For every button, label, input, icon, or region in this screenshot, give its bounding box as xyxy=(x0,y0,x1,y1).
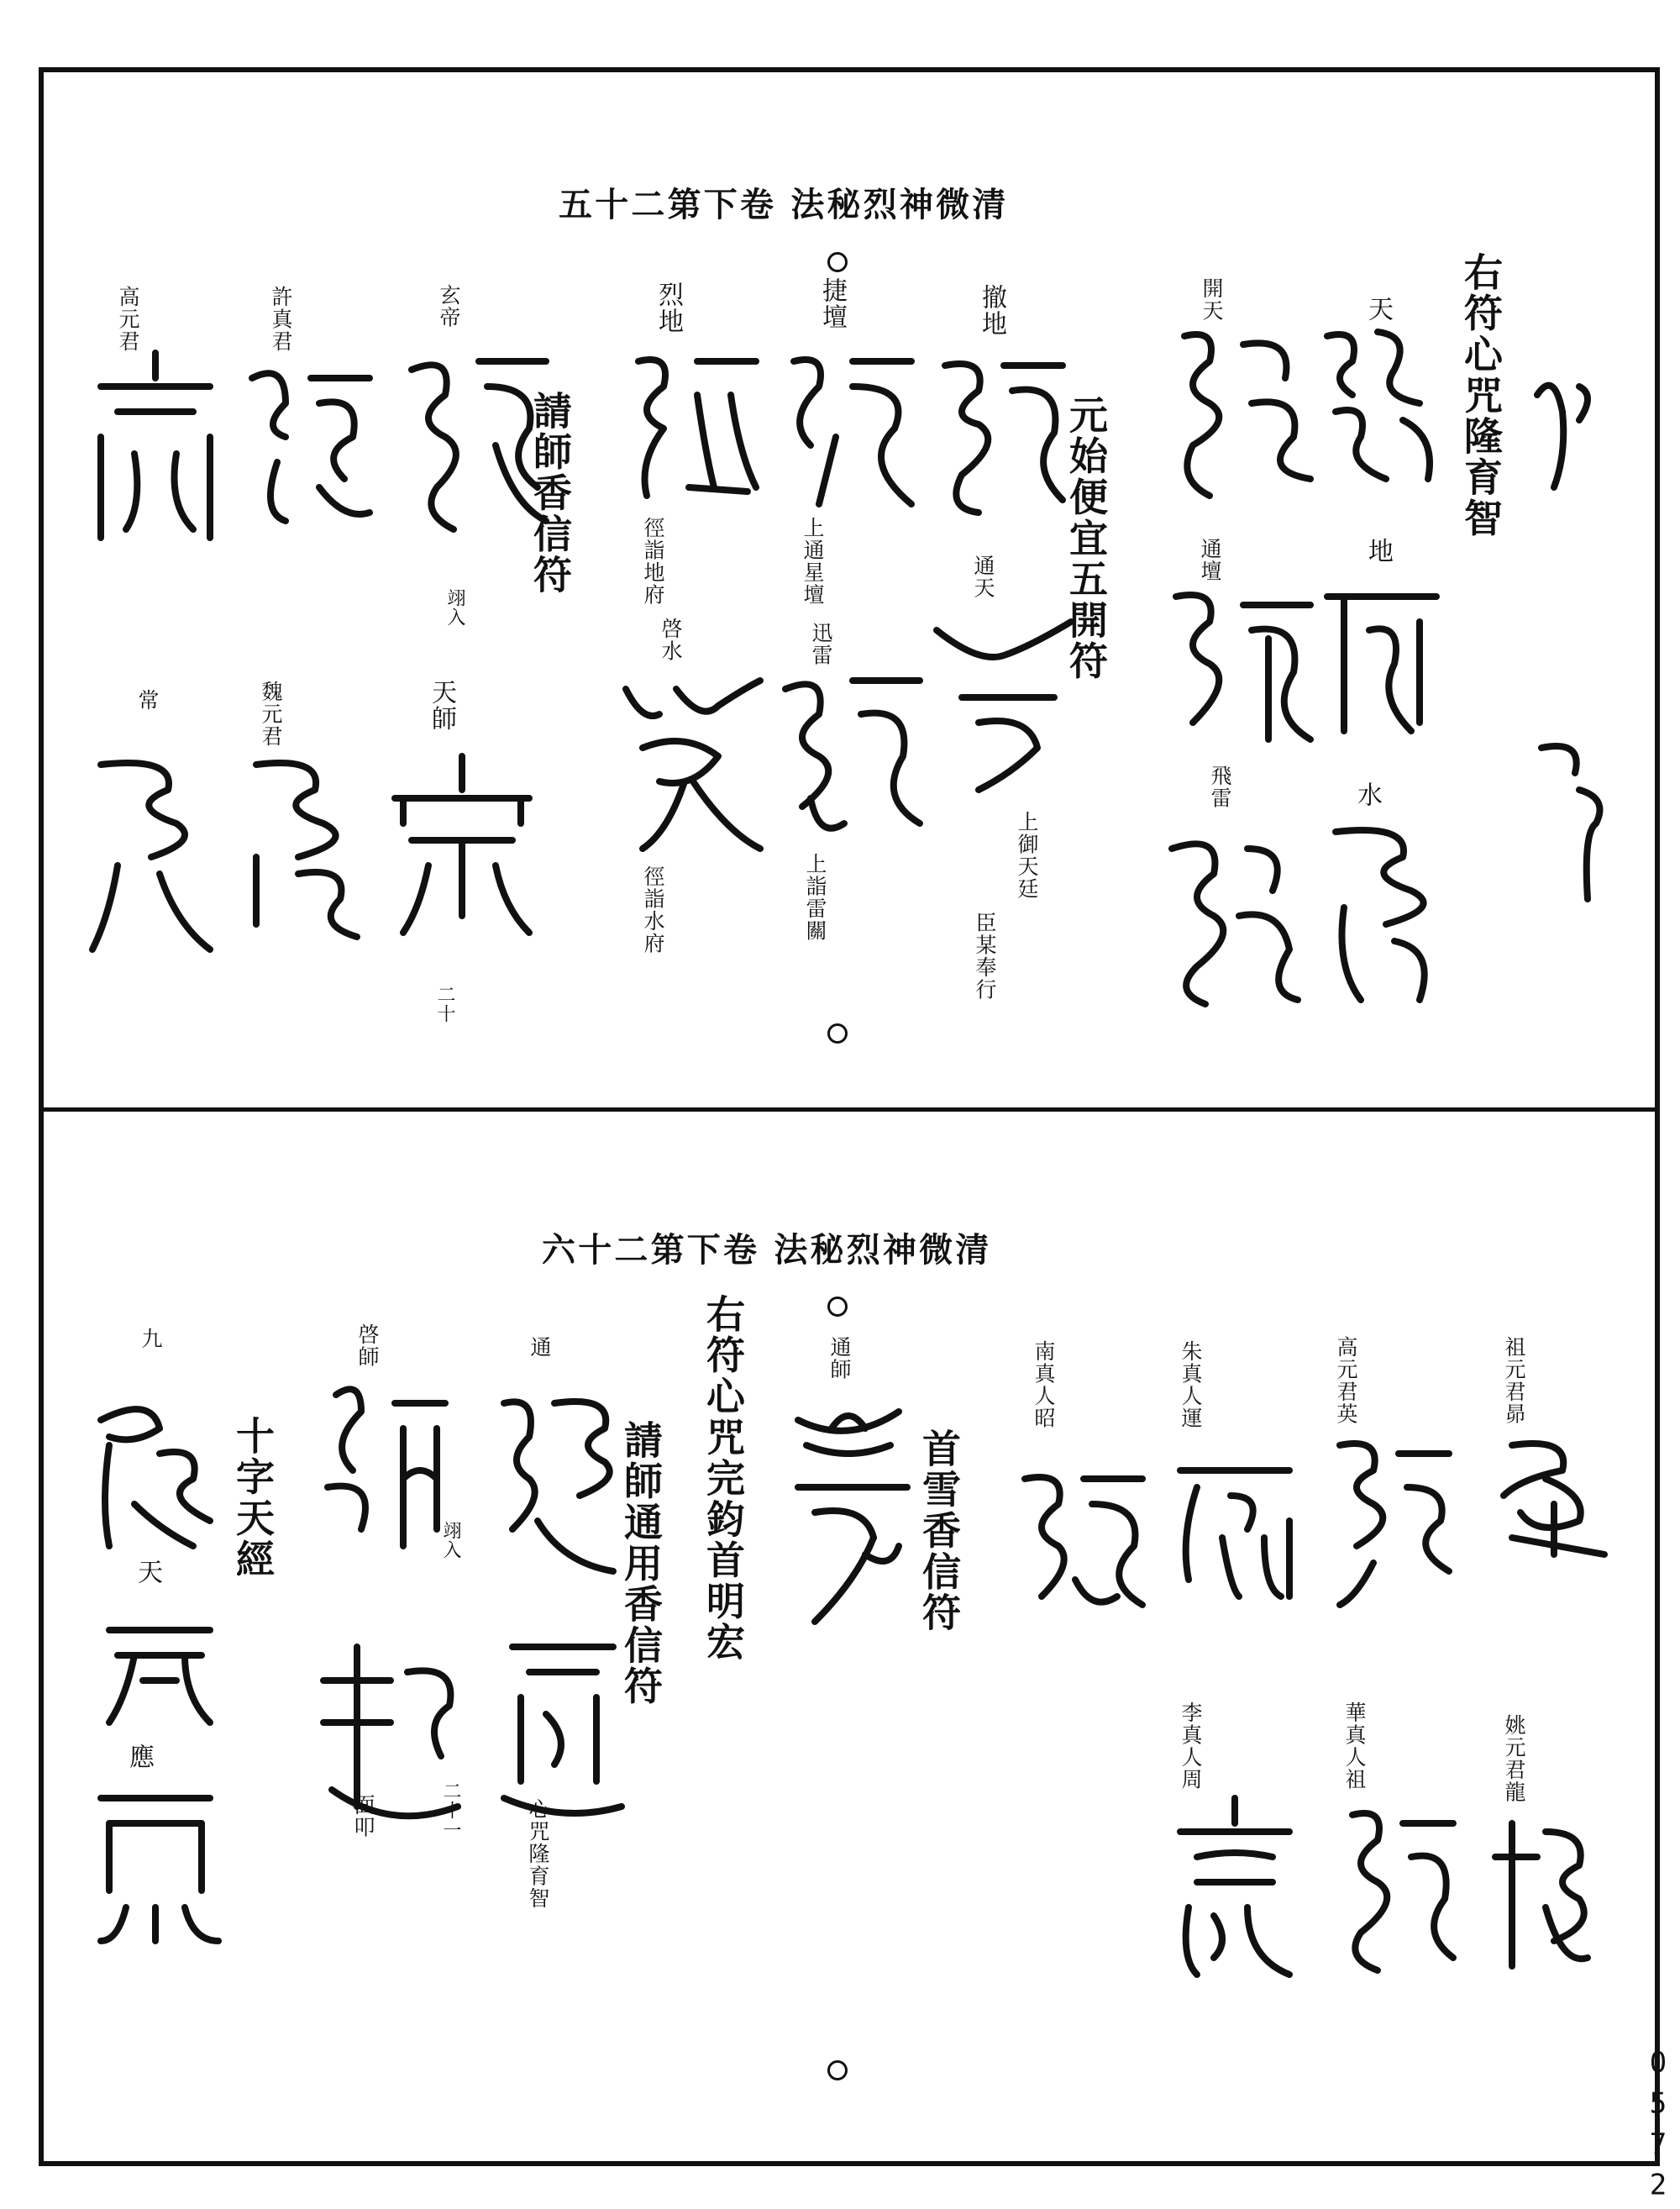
panel-divider xyxy=(39,1107,1660,1112)
top-running-header: 清微神烈秘法 卷下第二十五 xyxy=(559,185,1009,224)
talisman-glyph-xuzhenjun xyxy=(235,344,378,529)
label-jietan: 捷壇 xyxy=(817,277,847,331)
label-qishi: 啓師 xyxy=(355,1323,380,1368)
circle-mark xyxy=(827,252,848,272)
talisman-glyph-ying xyxy=(84,1781,227,1949)
label-tian: 天 xyxy=(1363,296,1393,323)
label-gaoyuanjun: 高元君 xyxy=(116,286,140,353)
talisman-glyph-lizhenren xyxy=(1163,1790,1306,1983)
talisman-glyph-xunlei xyxy=(760,655,928,849)
bottom-heading-2: 右符心咒完鈞首明宏 xyxy=(701,1294,746,1663)
talisman-glyph-yaoyuanjun xyxy=(1487,1807,1596,1975)
label-shangyi-leiguan: 上詣雷關 xyxy=(803,853,827,942)
talisman-glyph-tongtian xyxy=(928,605,1079,798)
talisman-glyph-feng xyxy=(307,1638,466,1832)
top-heading-3: 請師香信符 xyxy=(528,391,573,596)
bottom-running-header: 清微神烈秘法 卷下第二十六 xyxy=(542,1230,992,1270)
talisman-stroke-fragment xyxy=(1529,361,1604,496)
talisman-glyph-kaitian xyxy=(1159,311,1319,504)
label-chedi: 撤地 xyxy=(977,284,1006,338)
label-ershi: 二十 xyxy=(434,985,455,1024)
talisman-glyph-chedi xyxy=(928,340,1071,517)
talisman-glyph-feilei xyxy=(1147,815,1306,1008)
label-ershiyi: 二十一 xyxy=(440,1781,461,1840)
circle-mark xyxy=(827,1023,848,1044)
label-yaoyuanjun-long: 姚元君龍 xyxy=(1502,1714,1526,1803)
label-xuandi: 玄帝 xyxy=(437,284,461,329)
label-miankou: 面叩 xyxy=(351,1794,375,1838)
top-heading-2: 元始便宜五開符 xyxy=(1063,395,1109,682)
talisman-glyph-chang xyxy=(76,739,218,958)
label-tongtian: 通天 xyxy=(971,555,995,599)
label-chen-mou-fengxing: 臣某奉行 xyxy=(973,912,997,1001)
label-zhuzhenren-yun: 朱真人運 xyxy=(1179,1340,1203,1429)
talisman-glyph-gaoyuanjun-ying xyxy=(1315,1420,1457,1613)
page-number: 0572 xyxy=(1641,2046,1675,2209)
circle-mark xyxy=(827,1296,848,1317)
bottom-heading-4: 十字天經 xyxy=(230,1416,276,1580)
top-heading-1: 右符心咒隆育智 xyxy=(1458,252,1504,539)
talisman-glyph-qishui xyxy=(609,664,769,857)
label-ying: 應 xyxy=(124,1744,154,1770)
label-yiru-bottom: 翊入 xyxy=(440,1521,461,1560)
label-chang: 常 xyxy=(135,689,160,712)
label-weiyuanjun: 魏元君 xyxy=(259,681,283,748)
label-feilei: 飛雷 xyxy=(1208,765,1232,809)
label-xunlei: 迅雷 xyxy=(809,622,833,666)
label-gaoyuanjun-ying: 高元君英 xyxy=(1334,1336,1358,1425)
label-liedi: 烈地 xyxy=(654,281,683,335)
circle-mark xyxy=(827,2060,848,2080)
label-nanzhenren-zhao: 南真人昭 xyxy=(1032,1340,1056,1429)
talisman-glyph-tongshi xyxy=(781,1395,916,1630)
talisman-stroke-fragment xyxy=(1533,739,1617,907)
talisman-glyph-tong xyxy=(487,1378,630,1580)
bottom-heading-3: 請師通用香信符 xyxy=(618,1420,664,1707)
label-tongshi: 通師 xyxy=(827,1336,852,1381)
talisman-glyph-zuyuanjun xyxy=(1487,1428,1613,1571)
talisman-glyph-weiyuanjun xyxy=(231,739,382,941)
label-kaitian: 開天 xyxy=(1200,277,1224,322)
label-tong: 通 xyxy=(528,1336,552,1359)
label-huazhenren-zu: 華真人祖 xyxy=(1342,1701,1367,1791)
talisman-glyph-zhuzhenren xyxy=(1163,1445,1306,1605)
bottom-heading-1: 首雪香信符 xyxy=(916,1428,962,1633)
label-shangyu-tianting: 上御天廷 xyxy=(1015,811,1039,900)
talisman-glyph-jiu xyxy=(84,1378,227,1554)
talisman-glyph-jietan xyxy=(769,336,920,513)
label-tongtan: 通壇 xyxy=(1198,538,1222,582)
label-lizhenren-zhou: 李真人周 xyxy=(1179,1701,1203,1791)
talisman-glyph-liedi xyxy=(613,336,764,504)
label-xuzhenjun: 許真君 xyxy=(269,286,293,353)
label-qishui: 啓水 xyxy=(659,618,683,662)
label-xinzhou-longyuzhi: 心咒隆育智 xyxy=(526,1798,550,1910)
label-tianshi: 天師 xyxy=(427,679,456,733)
talisman-glyph-tongtan xyxy=(1151,580,1327,748)
talisman-glyph-tian-bottom xyxy=(92,1613,227,1731)
talisman-glyph-xuandi xyxy=(386,336,554,538)
talisman-glyph-tian xyxy=(1310,319,1445,487)
talisman-glyph-tong-lower xyxy=(487,1630,630,1823)
talisman-glyph-qishi xyxy=(311,1361,454,1563)
label-jiu: 九 xyxy=(139,1328,163,1350)
talisman-glyph-tianshi xyxy=(378,748,546,941)
label-shangtong-xingtan: 上通星壇 xyxy=(801,517,825,606)
label-jingyi-difu: 徑詣地府 xyxy=(641,517,665,606)
label-yiru: 翊入 xyxy=(444,588,465,628)
talisman-glyph-gaoyuanjun xyxy=(84,344,227,546)
talisman-glyph-di xyxy=(1310,571,1453,739)
label-zuyuanjun-ang: 祖元君昴 xyxy=(1502,1336,1526,1425)
talisman-glyph-huazhenren xyxy=(1327,1790,1462,1975)
label-tian-bottom: 天 xyxy=(133,1559,162,1586)
talisman-glyph-nanzhenren xyxy=(1008,1454,1151,1613)
talisman-glyph-shui xyxy=(1310,815,1453,1008)
label-jingyi-shuifu: 徑詣水府 xyxy=(641,865,665,955)
label-di: 地 xyxy=(1363,538,1393,565)
label-shui: 水 xyxy=(1352,781,1382,808)
